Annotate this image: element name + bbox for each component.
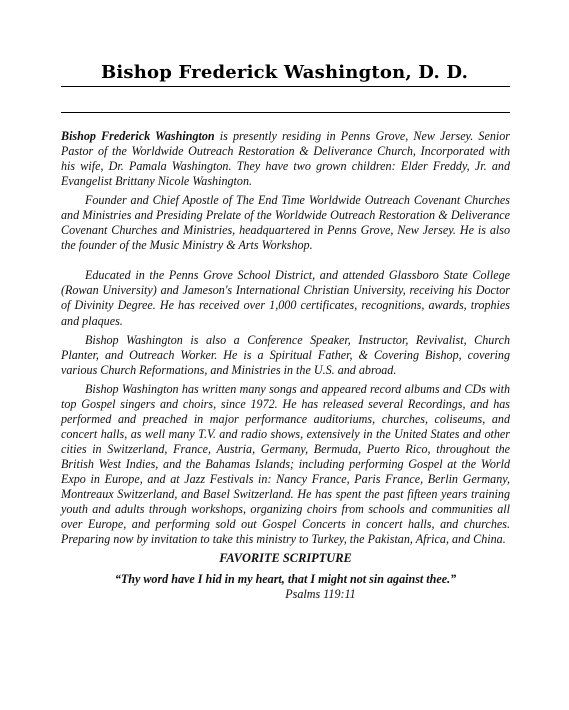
scripture-quote: “Thy word have I hid in my heart, that I might not sin against thee.”	[114, 572, 457, 587]
bio-paragraph-2: Founder and Chief Apostle of The End Time Worldwide Outreach Covenant Churches and Ministries and Presiding Prelate of the Worldwide Outreach Restoration & Deliverance Covenant Churches and Ministries, headquartered in Penns Grove, New Jersey. He is also the founder of the Music Ministry & Arts Workshop.	[61, 193, 510, 253]
bio-paragraph-5: Bishop Washington has written many songs and appeared record albums and CDs with top Gospel singers and choirs, since 1972. He has released several Recordings, and has performed and preached in major performance auditoriums, churches, coliseums, and concert halls, as well many T.V. and radio shows, extensively in the United States and other cities in Switzerland, France, Austria, Germany, Bermuda, Puerto Rico, throughout the British West Indies, and the Bahamas Islands; including performing Gospel at the World Expo in Europe, and at Jazz Festivals in: Nancy France, Paris France, Berlin Germany, Montreaux Switzerland, and Basel Switzerland. He has spent the past fifteen years training youth and adults through workshops, organizing choirs from schools and communities all over Europe, and performing sold out Gospel Concerts in concert halls, and churches. Preparing now by invitation to take this ministry to Turkey, the Pakistan, Africa, and China.	[61, 381, 510, 547]
scripture-reference: Psalms 119:11	[285, 587, 356, 602]
bio-paragraph-3: Educated in the Penns Grove School District, and attended Glassboro State College (Rowan University) and Jameson's International Christian University, receiving his Doctor of Divinity Degree. He has received over 1,000 certificates, recognitions, awards, trophies and plaques.	[61, 268, 510, 328]
page-title: Bishop Frederick Washington, D. D.	[100, 62, 469, 83]
bio-name: Bishop Frederick Washington	[61, 129, 215, 143]
bio-paragraph-1-text: is presently residing in Penns Grove, New Jersey. Senior Pastor of the Worldwide Outreach Restoration & Deliverance Church, Incorporated with his wife, Dr. Pamala Washington. They have two grown children: Elder Freddy, Jr. and Evangelist Brittany Nicole Washington.	[61, 129, 510, 189]
title-underline	[61, 86, 510, 87]
biography-body	[61, 129, 510, 602]
scripture-heading: FAVORITE SCRIPTURE	[219, 551, 352, 566]
bio-paragraph-4: Bishop Washington is also a Conference Speaker, Instructor, Revivalist, Church Planter, and Outreach Worker. He is a Spiritual Father, & Covering Bishop, covering various Church Reformations, and Ministries in the U.S. and abroad.	[61, 332, 510, 377]
bio-paragraph-1	[61, 129, 510, 189]
section-divider	[61, 112, 510, 113]
